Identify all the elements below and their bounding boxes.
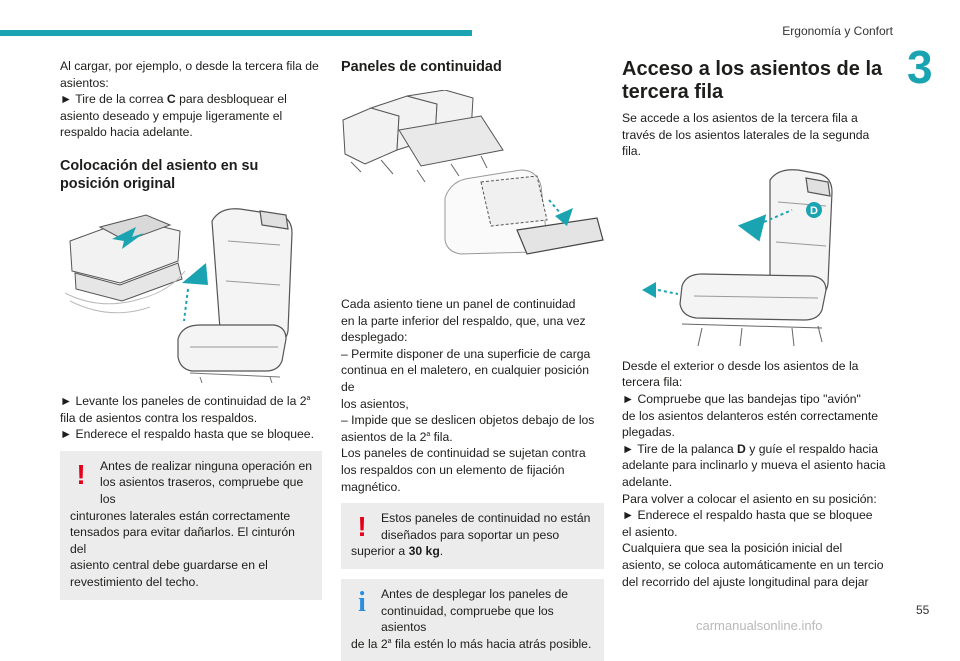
info-notice: i Antes de desplegar los paneles de continuidad, compruebe que los asientos de la 2$^a$ fila estén lo más hacia atrás posible. xyxy=(341,579,604,661)
body-line: los asientos, xyxy=(341,396,409,411)
section-heading: posición original xyxy=(60,175,176,192)
step-line: fila de asientos contra los respaldos. xyxy=(60,410,258,425)
body-line: plegadas. xyxy=(622,425,675,440)
body-line: asientos de la 2$^a$ fila. xyxy=(341,429,453,444)
body-line: Cada asiento tiene un panel de continuidad xyxy=(341,297,576,311)
intro-line: fila. xyxy=(622,144,641,159)
warning-icon: ! xyxy=(76,458,86,490)
body-line: ► Compruebe que las bandejas tipo "avión" xyxy=(622,391,861,406)
body-line: desplegado: xyxy=(341,330,408,345)
intro-line: Se accede a los asientos de la tercera fila a xyxy=(622,111,858,125)
warning-icon: ! xyxy=(357,511,367,543)
body-line: el asiento. xyxy=(622,524,678,539)
body-line: adelante. xyxy=(622,474,673,489)
section-heading: Colocación del asiento en su xyxy=(60,157,259,174)
warning-notice: ! Estos paneles de continuidad no están diseñados para soportar un peso superior a 30 kg. xyxy=(341,503,604,569)
warning-notice: ! Antes de realizar ninguna operación en los asientos traseros, compruebe que los cinturones laterales están correctamente tensados para evitar dañarlos. El cinturón del asiento central debe guardarse en el revestimiento del techo. xyxy=(60,451,322,600)
intro-line: Al cargar, por ejemplo, o desde la tercera fila de xyxy=(60,59,319,73)
body-line: en la parte inferior del respaldo, que, una vez xyxy=(341,313,586,328)
section-title: Ergonomía y Confort xyxy=(782,24,893,38)
main-heading: tercera fila xyxy=(622,81,724,103)
info-icon: i xyxy=(358,586,366,618)
body-line: Desde el exterior o desde los asientos de la xyxy=(622,358,859,373)
step-strap: ► Tire de la correa C para desbloquear el xyxy=(60,92,287,107)
body-line: del recorrido del ajuste longitudinal para dejar xyxy=(622,574,869,589)
watermark: carmanualsonline.info xyxy=(696,618,823,633)
body-line: ► Enderece el respaldo hasta que se bloquee xyxy=(622,508,873,523)
body-line: los respaldos con un elemento de fijación xyxy=(341,462,565,477)
body-line: Cualquiera que sea la posición inicial del xyxy=(622,541,843,556)
main-heading: Acceso a los asientos de la xyxy=(622,58,883,80)
body-line: Los paneles de continuidad se sujetan contra xyxy=(341,446,586,461)
body-line: – Permite disponer de una superficie de carga xyxy=(341,346,591,361)
step-lift-panels: ► Levante los paneles de continuidad de la 2$^a$ xyxy=(60,393,311,408)
body-line: magnético. xyxy=(341,479,401,494)
column-2 xyxy=(341,58,604,661)
column-3 xyxy=(622,58,887,590)
step-line: respaldo hacia adelante. xyxy=(60,125,193,140)
body-line: asiento, se coloca automáticamente en un tercio xyxy=(622,557,884,572)
step-line: ► Enderece el respaldo hasta que se bloquee. xyxy=(60,427,314,442)
page-number: 55 xyxy=(916,603,930,617)
seat-restore-illustration xyxy=(60,201,322,383)
body-line: tercera fila: xyxy=(622,375,683,390)
continuity-panels-illustration xyxy=(341,90,604,266)
third-row-access-illustration xyxy=(622,166,887,350)
body-line: continua en el maletero, en cualquier posición de xyxy=(341,363,589,394)
intro-line: asientos: xyxy=(60,75,109,90)
section-heading: Paneles de continuidad xyxy=(341,59,502,75)
intro-line: través de los asientos laterales de la segunda xyxy=(622,127,870,142)
step-lever: ► Tire de la palanca D y guíe el respaldo hacia xyxy=(622,441,878,456)
chapter-number: 3 xyxy=(907,41,933,93)
body-line: de los asientos delanteros estén correctamente xyxy=(622,408,879,423)
body-line: Para volver a colocar el asiento en su posición: xyxy=(622,491,877,506)
body-line: adelante para inclinarlo y mueva el asiento hacia xyxy=(622,458,886,473)
header-accent-bar xyxy=(0,30,472,36)
column-1 xyxy=(60,58,322,600)
step-line: asiento deseado y empuje ligeramente el xyxy=(60,108,283,123)
body-line: – Impide que se deslicen objetos debajo de los xyxy=(341,413,595,428)
figure-label-d: D xyxy=(810,204,818,217)
